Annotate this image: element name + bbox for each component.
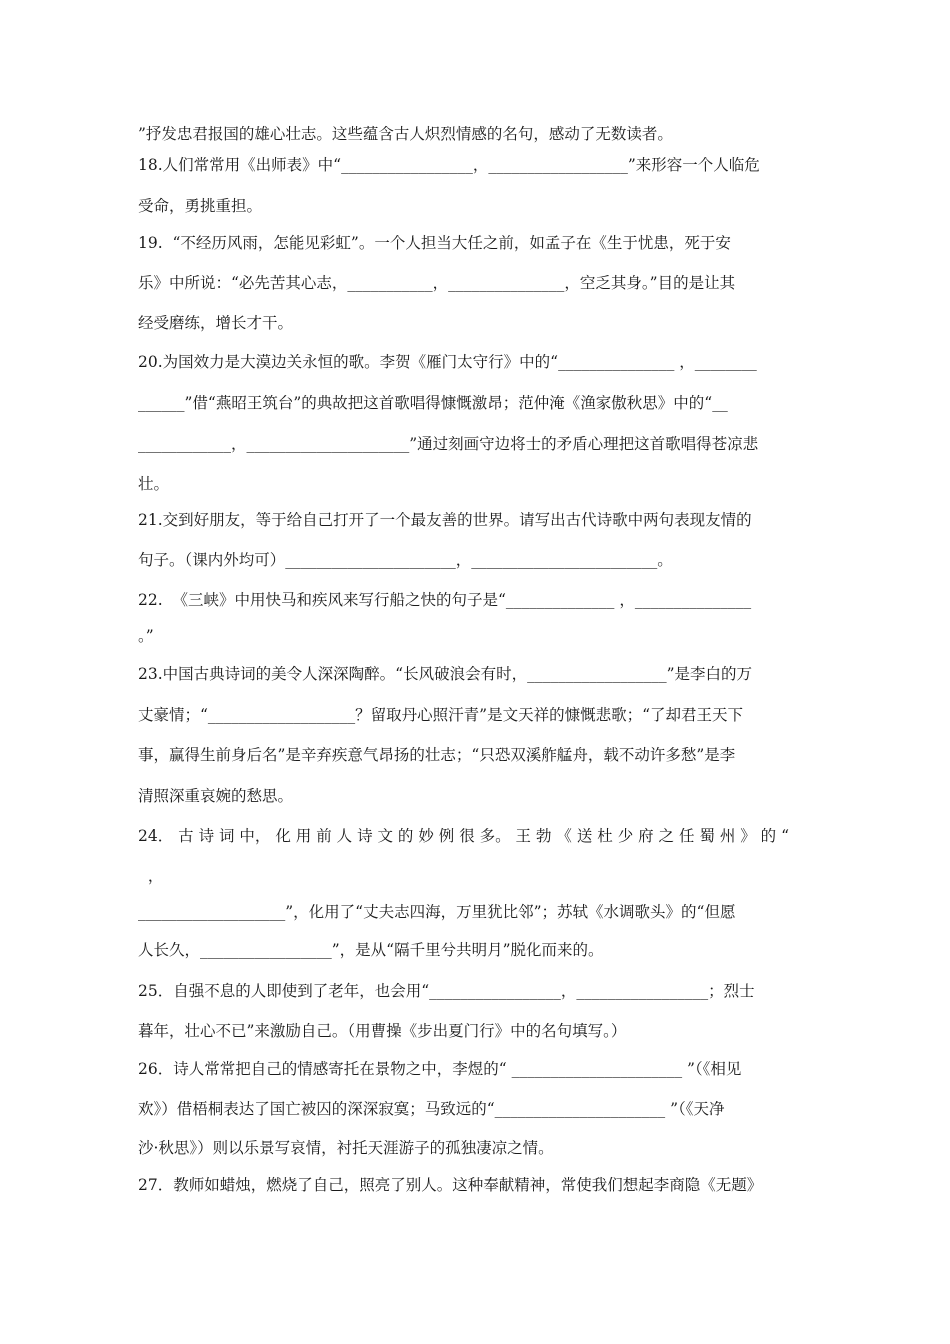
text-line: 清照深重哀婉的愁思。 — [138, 787, 294, 805]
text-line: 经受磨练，增长才干。 — [138, 314, 294, 332]
question-19-line: 19. “不经历风雨，怎能见彩虹”。一个人担当大任之前，如孟子在《生于忧患，死于安 — [138, 234, 731, 252]
text-line: 欢》）借梧桐表达了国亡被囚的深深寂寞；马致远的“______________________ ”（《天净 — [138, 1100, 725, 1118]
text-line: ____________，_____________________”通过刻画守边将士的矛盾心理把这首歌唱得苍凉悲 — [138, 435, 759, 453]
question-18-line: 18.人们常常用《出师表》中“_________________，__________________”来形容一个人临危 — [138, 156, 760, 174]
text-line: 丈豪情；“___________________？留取丹心照汗青”是文天祥的慷慨悲歌；“了却君王天下 — [138, 706, 744, 724]
text-line: 乐》中所说：“必先苦其心志，___________，_______________，空乏其身。”目的是让其 — [138, 274, 736, 292]
question-21-line: 21.交到好朋友，等于给自己打开了一个最友善的世界。请写出古代诗歌中两句表现友情的 — [138, 511, 752, 529]
question-26-line: 26．诗人常常把自己的情感寄托在景物之中，李煜的“ ______________________ ”（《相见 — [138, 1060, 742, 1078]
text-line: 句子。（课内外均可）______________________，________________________。 — [138, 551, 673, 569]
question-24-line: 24． 古 诗 词 中， 化 用 前 人 诗 文 的 妙 例 很 多。 王 勃 《 送 杜 少 府 之 任 蜀 州 》 的 “ — [138, 827, 790, 845]
text-line: 壮。 — [138, 475, 170, 493]
text-line: ， — [138, 867, 164, 885]
question-23-line: 23.中国古典诗词的美令人深深陶醉。“长风破浪会有时，__________________”是李白的万 — [138, 665, 753, 683]
text-line: ______”借“燕昭王筑台”的典故把这首歌唱得慷慨激昂；范仲淹《渔家傲秋思》中的“__ — [138, 394, 728, 412]
text-line: 人长久，_________________”，是从“隔千里兮共明月”脱化而来的。 — [138, 941, 604, 959]
text-line: 受命，勇挑重担。 — [138, 197, 263, 215]
text-line: 沙·秋思》）则以乐景写哀情，衬托天涯游子的孤独凄凉之情。 — [138, 1139, 554, 1157]
question-25-line: 25．自强不息的人即使到了老年，也会用“_________________，_________________；烈士 — [138, 982, 755, 1000]
text-line: 。” — [138, 627, 154, 645]
question-20-line: 20.为国效力是大漠边关永恒的歌。李贺《雁门太守行》中的“_______________ ，________ — [138, 353, 757, 371]
question-27-line: 27．教师如蜡烛，燃烧了自己，照亮了别人。这种奉献精神，常使我们想起李商隐《无题》 — [138, 1176, 763, 1194]
question-22-line: 22. 《三峡》中用快马和疾风来写行船之快的句子是“______________ ，_______________ — [138, 591, 752, 609]
text-line: 事，赢得生前身后名”是辛弃疾意气昂扬的壮志；“只恐双溪舴艋舟，载不动许多愁”是李 — [138, 746, 736, 764]
text-line: 暮年，壮心不已”来激励自己。（用曹操《步出夏门行》中的名句填写。） — [138, 1022, 627, 1040]
text-line: ”抒发忠君报国的雄心壮志。这些蕴含古人炽烈情感的名句，感动了无数读者。 — [138, 125, 673, 143]
text-line: ___________________”，化用了“丈夫志四海，万里犹比邻”；苏轼《水调歌头》的“但愿 — [138, 903, 736, 921]
